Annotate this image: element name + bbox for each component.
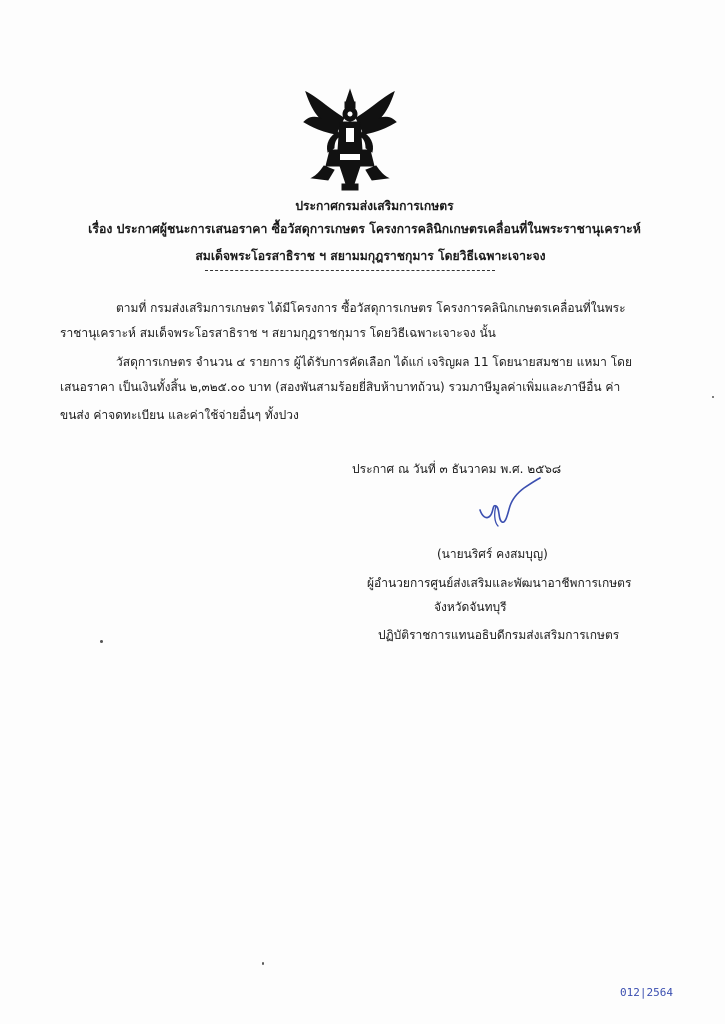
signatory-position-3: ปฏิบัติราชการแทนอธิบดีกรมส่งเสริมการเกษตร <box>378 628 620 642</box>
signatory-position-2: จังหวัดจันทบุรี <box>434 600 507 614</box>
scan-speck <box>712 396 714 398</box>
signatory-position-1: ผู้อำนวยการศูนย์ส่งเสริมและพัฒนาอาชีพการเกษตร <box>367 576 632 590</box>
paragraph-2-line-3: ขนส่ง ค่าจดทะเบียน และค่าใช้จ่ายอื่นๆ ทั้งปวง <box>60 408 299 422</box>
garuda-emblem-icon <box>300 88 400 193</box>
paragraph-2-line-1: วัสดุการเกษตร จำนวน ๔ รายการ ผู้ได้รับการคัดเลือก ได้แก่ เจริญผล 11 โดยนายสมชาย แหมา โดย <box>116 355 632 369</box>
scan-speck <box>262 962 264 965</box>
scan-speck <box>100 640 103 643</box>
handwritten-signature <box>472 476 542 532</box>
signatory-name: (นายนริศร์ คงสมบุญ) <box>437 547 548 561</box>
paragraph-2-line-2: เสนอราคา เป็นเงินทั้งสิ้น ๒,๓๒๕.๐๐ บาท (สองพันสามร้อยยี่สิบห้าบาทถ้วน) รวมภาษีมูลค่าเพิ่มและภาษีอื่น ค่า <box>60 380 621 394</box>
subject-line-2: สมเด็จพระโอรสาธิราช ฯ สยามมกุฎราชกุมาร โดยวิธีเฉพาะเจาะจง <box>195 248 546 263</box>
subject-line-1: เรื่อง ประกาศผู้ชนะการเสนอราคา ซื้อวัสดุการเกษตร โครงการคลินิกเกษตรเคลื่อนที่ในพระราชานุเคราะห์ <box>88 221 641 236</box>
separator-line <box>205 270 495 271</box>
paragraph-1-line-2: ราชานุเคราะห์ สมเด็จพระโอรสาธิราช ฯ สยามกุฎราชกุมาร โดยวิธีเฉพาะเจาะจง นั้น <box>60 326 496 340</box>
handwritten-document-number: 012|2564 <box>620 986 673 999</box>
paragraph-1-line-1: ตามที่ กรมส่งเสริมการเกษตร ได้มีโครงการ ซื้อวัสดุการเกษตร โครงการคลินิกเกษตรเคลื่อนที่ในพระ <box>116 301 626 315</box>
announcement-title: ประกาศกรมส่งเสริมการเกษตร <box>295 198 454 213</box>
announcement-date: ประกาศ ณ วันที่ ๓ ธันวาคม พ.ศ. ๒๕๖๘ <box>352 462 562 476</box>
